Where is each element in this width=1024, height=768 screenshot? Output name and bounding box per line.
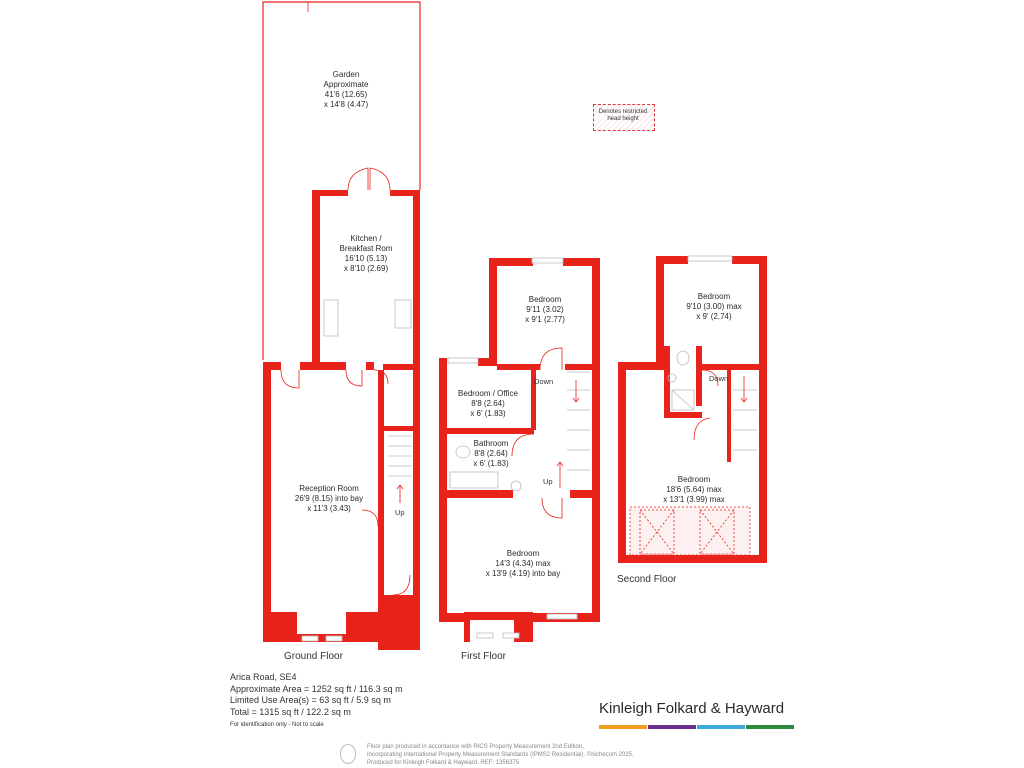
floor-label-second: Second Floor: [617, 574, 677, 585]
brand-logo-text: Kinleigh Folkard & Hayward: [599, 700, 785, 717]
room-garden: [324, 70, 369, 110]
room-bedroom-second-rear-name: Bedroom: [697, 292, 731, 301]
room-bedroom-second-main: [663, 475, 725, 505]
room-bedroom-second-main-line1: 18'6 (5.64) max: [666, 485, 722, 494]
room-office-line2: x 6' (1.83): [470, 409, 506, 418]
stairs-down-first: Down: [534, 377, 554, 386]
room-reception-name: Reception Room: [299, 484, 359, 493]
room-bedroom-first-rear-line2: x 9'1 (2.77): [525, 315, 565, 324]
restricted-head-height-area: [630, 507, 750, 555]
brand-bar-orange: [599, 725, 647, 729]
footer-line2: Incorporating International Property Measurement Standards (IPMS2 Residential). ©nichecom 2025.: [367, 752, 634, 758]
room-reception-line1: 26'9 (8.15) into bay: [294, 494, 364, 503]
room-bedroom-first-rear-name: Bedroom: [528, 295, 562, 304]
stairs-up-first: Up: [543, 477, 553, 486]
room-bedroom-second-rear-line1: 9'10 (3.00) max: [686, 302, 742, 311]
room-garden-line3: x 14'8 (4.47): [323, 100, 369, 109]
stairs-up-ground: Up: [395, 508, 405, 517]
room-bedroom-second-main-line2: x 13'1 (3.99) max: [663, 495, 725, 504]
first-floor-details: [448, 258, 590, 642]
brand-bar-purple: [648, 725, 696, 729]
floor-label-first: First Floor: [461, 651, 506, 662]
room-reception-line2: x 11'3 (3.43): [307, 504, 351, 513]
room-garden-line2: 41'6 (12.65): [324, 90, 368, 99]
room-kitchen-name: Kitchen /: [350, 234, 382, 243]
room-kitchen-line3: x 8'10 (2.69): [343, 264, 389, 273]
room-bedroom-first-front-name: Bedroom: [506, 549, 540, 558]
room-office-name: Bedroom / Office: [458, 389, 518, 398]
room-bathroom-line2: x 6' (1.83): [473, 459, 509, 468]
room-bedroom-first-rear-line1: 9'11 (3.02): [526, 305, 564, 314]
brand-bar-green: [746, 725, 794, 729]
footer-line3: Produced for Kinleigh Folkard & Hayward. REF: 1356375: [367, 760, 520, 766]
footer-line1: Floor plan produced in accordance with RICS Property Measurement 2nd Edition,: [367, 744, 584, 750]
address: Arica Road, SE4: [230, 672, 297, 682]
floor-label-ground: Ground Floor: [284, 651, 343, 662]
nichecom-logo-icon: [340, 744, 356, 764]
room-kitchen: [340, 234, 393, 274]
stairs-down-second: Down: [709, 374, 729, 383]
room-kitchen-line2: 16'10 (5.13): [344, 254, 388, 263]
room-bedroom-second-rear: [686, 292, 741, 322]
room-kitchen-line1: Breakfast Rom: [339, 244, 393, 253]
room-bedroom-second-main-name: Bedroom: [677, 475, 711, 484]
room-office-line1: 8'8 (2.64): [471, 399, 505, 408]
footer-disclaimer: [367, 743, 634, 767]
room-bedroom-first-front: [486, 549, 560, 579]
room-bedroom-first-rear: [525, 295, 565, 325]
room-garden-line1: Approximate: [323, 80, 369, 89]
garden-outline: [263, 2, 420, 360]
room-bedroom-second-rear-line2: x 9' (2.74): [696, 312, 732, 321]
room-reception: [295, 484, 363, 514]
room-office: [458, 389, 518, 419]
room-bedroom-first-front-line1: 14'3 (4.34) max: [495, 559, 551, 568]
limited-use-area: Limited Use Area(s) = 63 sq ft / 5.9 sq m: [230, 695, 391, 705]
room-bedroom-first-front-line2: x 13'9 (4.19) into bay: [485, 569, 561, 578]
room-bathroom: [473, 439, 508, 469]
total-area: Total = 1315 sq ft / 122.2 sq m: [230, 706, 351, 717]
identification-note: For identification only - Not to scale: [230, 722, 324, 728]
room-bathroom-line1: 8'8 (2.64): [474, 449, 508, 458]
approx-area: Approximate Area = 1252 sq ft / 116.3 sq m: [230, 683, 403, 694]
room-bathroom-name: Bathroom: [473, 439, 509, 448]
legend-text: Denotes restricted head height: [598, 109, 648, 122]
brand-bar-blue: [697, 725, 745, 729]
room-garden-name: Garden: [332, 70, 360, 79]
area-summary: [230, 672, 403, 732]
